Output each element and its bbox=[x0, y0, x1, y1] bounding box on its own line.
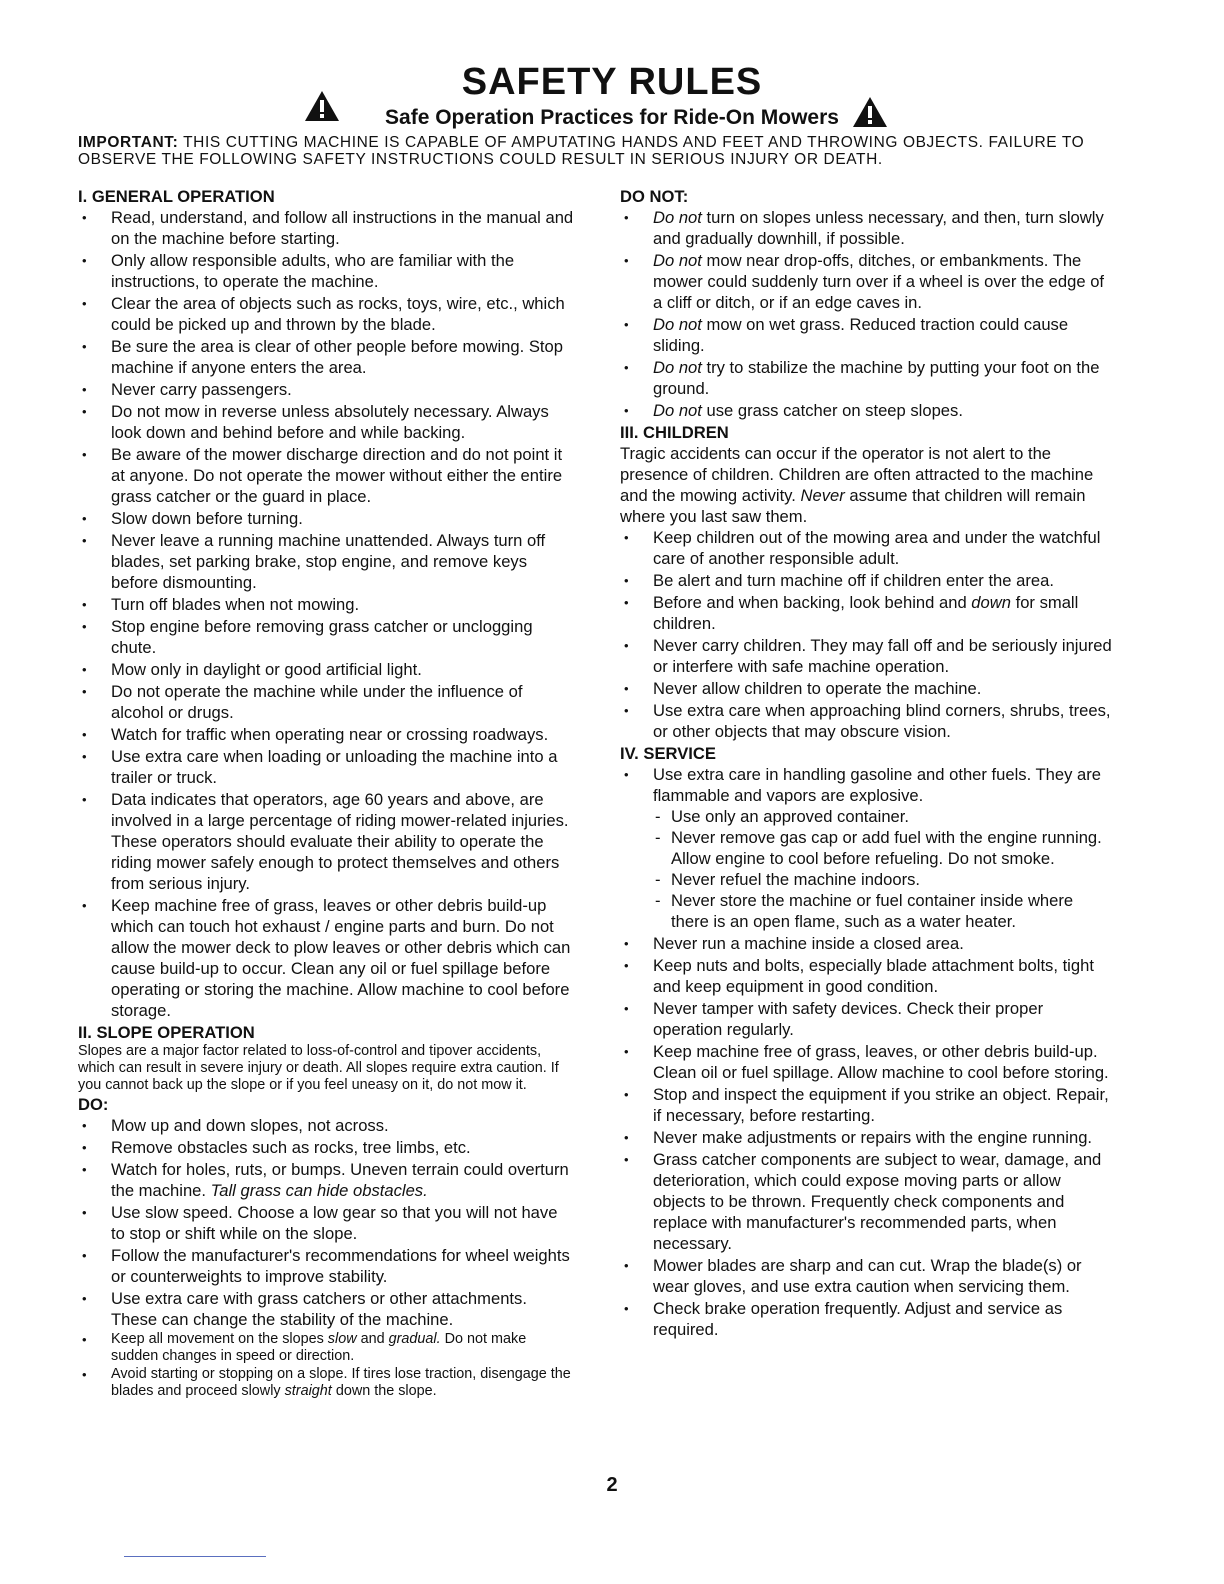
important-text: THIS CUTTING MACHINE IS CAPABLE OF AMPUTATING HANDS AND FEET AND THROWING OBJECTS. FAILURE TO OBSERVE THE FOLLOWING SAFETY INSTRUCTIONS COULD RESULT IN SERIOUS INJURY OR DEATH. bbox=[78, 134, 1085, 168]
list-item: • Do not mow near drop-offs, ditches, or embankments. The mower could suddenly turn over if a wheel is over the edge of a cliff or ditch, or if an edge caves in. bbox=[620, 250, 1114, 313]
list-item: • Be alert and turn machine off if children enter the area. bbox=[620, 570, 1114, 591]
section-heading-service: IV. SERVICE bbox=[620, 744, 716, 763]
children-intro: Tragic accidents can occur if the operator is not alert to the presence of children. Children are often attracted to the machine and the mowing activity. Never assume that children will remain where you last saw them. bbox=[620, 444, 1094, 526]
list-item: • Before and when backing, look behind and down for small children. bbox=[620, 592, 1114, 634]
list-item: • Never make adjustments or repairs with the engine running. bbox=[620, 1127, 1114, 1148]
list-item: • Mow only in daylight or good artificial light. bbox=[78, 659, 574, 680]
do-label: DO: bbox=[78, 1095, 109, 1114]
list-item: • Mow up and down slopes, not across. bbox=[78, 1115, 574, 1136]
list-item: • Grass catcher components are subject to wear, damage, and deterioration, which could expose moving parts or allow objects to be thrown. Frequently check components and replace with manufacturer's recommended parts, when necessary. bbox=[620, 1149, 1114, 1254]
list-item: • Use slow speed. Choose a low gear so that you will not have to stop or shift while on the slope. bbox=[78, 1202, 574, 1244]
list-item: • Check brake operation frequently. Adjust and service as required. bbox=[620, 1298, 1114, 1340]
slope-do-not-list bbox=[620, 207, 1114, 421]
section-heading-children: III. CHILDREN bbox=[620, 423, 729, 442]
sub-list-item: - Never remove gas cap or add fuel with the engine running. Allow engine to cool before refueling. Do not smoke. bbox=[653, 827, 1114, 869]
list-item: • Never carry children. They may fall off and be seriously injured or interfere with safe machine operation. bbox=[620, 635, 1114, 677]
list-item: • Use extra care with grass catchers or other attachments. These can change the stability of the machine. bbox=[78, 1288, 574, 1330]
list-item: • Keep machine free of grass, leaves, or other debris build-up. Clean oil or fuel spillage. Allow machine to cool before storing. bbox=[620, 1041, 1114, 1083]
list-item: • Follow the manufacturer's recommendations for wheel weights or counterweights to improve stability. bbox=[78, 1245, 574, 1287]
right-column bbox=[620, 186, 1114, 1341]
section-heading-general: I. GENERAL OPERATION bbox=[78, 187, 275, 206]
children-list bbox=[620, 527, 1114, 742]
list-item: • Do not try to stabilize the machine by putting your foot on the ground. bbox=[620, 357, 1114, 399]
general-operation-list bbox=[78, 207, 574, 1021]
list-item: • Be sure the area is clear of other people before mowing. Stop machine if anyone enters the area. bbox=[78, 336, 574, 378]
list-item: • Do not operate the machine while under the influence of alcohol or drugs. bbox=[78, 681, 574, 723]
list-item: • Only allow responsible adults, who are familiar with the instructions, to operate the machine. bbox=[78, 250, 574, 292]
list-item: • Never carry passengers. bbox=[78, 379, 574, 400]
page-title: SAFETY RULES bbox=[461, 61, 763, 103]
left-column bbox=[78, 186, 574, 1401]
list-item: • Mower blades are sharp and can cut. Wrap the blade(s) or wear gloves, and use extra caution when servicing them. bbox=[620, 1255, 1114, 1297]
list-item: • Stop engine before removing grass catcher or unclogging chute. bbox=[78, 616, 574, 658]
slope-intro: Slopes are a major factor related to loss-of-control and tipover accidents, which can result in severe injury or death. All slopes require extra caution. If you cannot back up the slope or if you feel uneasy on it, do not mow it. bbox=[78, 1043, 559, 1093]
list-item: • Read, understand, and follow all instructions in the manual and on the machine before starting. bbox=[78, 207, 574, 249]
list-item: • Never leave a running machine unattended. Always turn off blades, set parking brake, stop engine, and remove keys before dismounting. bbox=[78, 530, 574, 593]
list-item: • Data indicates that operators, age 60 years and above, are involved in a large percentage of riding mower-related injuries. These operators should evaluate their ability to operate the riding mower safely enough to protect themselves and others from serious injury. bbox=[78, 789, 574, 894]
list-item: • Keep children out of the mowing area and under the watchful care of another responsible adult. bbox=[620, 527, 1114, 569]
footer-rule bbox=[124, 1556, 266, 1557]
slope-do-list bbox=[78, 1115, 574, 1400]
list-item: • Keep nuts and bolts, especially blade attachment bolts, tight and keep equipment in good condition. bbox=[620, 955, 1114, 997]
list-item: • Use extra care when approaching blind corners, shrubs, trees, or other objects that may obscure vision. bbox=[620, 700, 1114, 742]
list-item: • Watch for traffic when operating near or crossing roadways. bbox=[78, 724, 574, 745]
list-item: • Never allow children to operate the machine. bbox=[620, 678, 1114, 699]
warning-triangle-icon bbox=[852, 96, 888, 128]
list-item: • Do not mow on wet grass. Reduced traction could cause sliding. bbox=[620, 314, 1114, 356]
list-item: • Never run a machine inside a closed area. bbox=[620, 933, 1114, 954]
sub-list-item: - Never store the machine or fuel container inside where there is an open flame, such as a water heater. bbox=[653, 890, 1114, 932]
important-label: IMPORTANT: bbox=[78, 134, 179, 151]
do-not-label: DO NOT: bbox=[620, 187, 689, 206]
sub-list-item: - Use only an approved container. bbox=[653, 806, 1114, 827]
fuel-sub-list bbox=[653, 806, 1114, 932]
list-item: • Be aware of the mower discharge direction and do not point it at anyone. Do not operate the mower without either the entire grass catcher or the guard in place. bbox=[78, 444, 574, 507]
important-notice bbox=[78, 134, 1118, 168]
service-list bbox=[620, 764, 1114, 932]
list-item: • Keep all movement on the slopes slow and gradual. Do not make sudden changes in speed or direction. bbox=[78, 1331, 574, 1365]
list-item: • Never tamper with safety devices. Check their proper operation regularly. bbox=[620, 998, 1114, 1040]
section-heading-slope: II. SLOPE OPERATION bbox=[78, 1023, 255, 1042]
list-item: • Use extra care when loading or unloading the machine into a trailer or truck. bbox=[78, 746, 574, 788]
page-number: 2 bbox=[606, 1474, 618, 1496]
list-item: • Turn off blades when not mowing. bbox=[78, 594, 574, 615]
list-item: • Use extra care in handling gasoline and other fuels. They are flammable and vapors are explosive. - Use only an approved container. - Never remove gas cap or add fuel with the engine running. Allow engine to cool before refueling. Do not smoke. - Never refuel the machine indoors. - Never store the machine or fuel container inside where there is an open flame, such as a water heater. bbox=[620, 764, 1114, 932]
sub-list-item: - Never refuel the machine indoors. bbox=[653, 869, 1114, 890]
list-item: • Watch for holes, ruts, or bumps. Uneven terrain could overturn the machine. Tall grass can hide obstacles. bbox=[78, 1159, 574, 1201]
page-subtitle: Safe Operation Practices for Ride-On Mowers bbox=[385, 106, 839, 129]
list-item: • Slow down before turning. bbox=[78, 508, 574, 529]
list-item: • Clear the area of objects such as rocks, toys, wire, etc., which could be picked up and thrown by the blade. bbox=[78, 293, 574, 335]
list-item: • Do not mow in reverse unless absolutely necessary. Always look down and behind before and while backing. bbox=[78, 401, 574, 443]
list-item: • Remove obstacles such as rocks, tree limbs, etc. bbox=[78, 1137, 574, 1158]
list-item: • Do not use grass catcher on steep slopes. bbox=[620, 400, 1114, 421]
list-item: • Do not turn on slopes unless necessary, and then, turn slowly and gradually downhill, if possible. bbox=[620, 207, 1114, 249]
list-item: • Stop and inspect the equipment if you strike an object. Repair, if necessary, before restarting. bbox=[620, 1084, 1114, 1126]
service-items-list bbox=[620, 933, 1114, 1340]
list-item: • Avoid starting or stopping on a slope. If tires lose traction, disengage the blades and proceed slowly straight down the slope. bbox=[78, 1366, 574, 1400]
list-item: • Keep machine free of grass, leaves or other debris build-up which can touch hot exhaust / engine parts and burn. Do not allow the mower deck to plow leaves or other debris which can cause build-up to occur. Clean any oil or fuel spillage before operating or storing the machine. Allow machine to cool before storage. bbox=[78, 895, 574, 1021]
